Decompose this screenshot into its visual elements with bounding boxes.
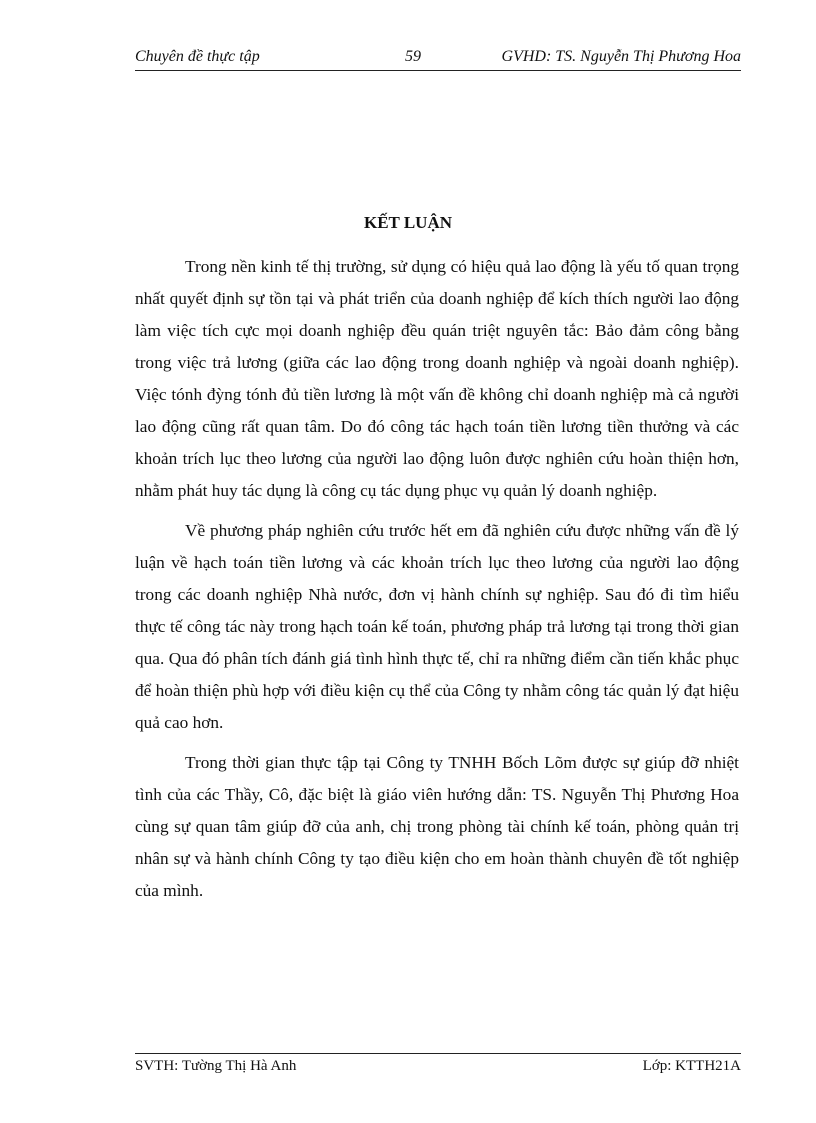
body-text — [135, 251, 739, 915]
header-supervisor: GVHD: TS. Nguyễn Thị Phương Hoa — [501, 48, 741, 65]
paragraph: Về phương pháp nghiên cứu trước hết em đã nghiên cứu được những vấn đề lý luận về hạch toán tiền lương và các khoản trích lục theo lương của người lao động trong các doanh nghiệp Nhà nước, đơn vị hành chính sự nghiệp. Sau đó đi tìm hiểu thực tế công tác này trong hạch toán kế toán, phương pháp trả lương tại trong thời gian qua. Qua đó phân tích đánh giá tình hình thực tế, chỉ ra những điểm cần tiến khắc phục để hoàn thiện phù hợp với điều kiện cụ thể của Công ty nhằm công tác quản lý đạt hiệu quả cao hơn. — [135, 521, 739, 732]
footer-class: Lớp: KTTH21A — [642, 1058, 741, 1074]
page-title: KẾT LUẬN — [363, 213, 452, 232]
footer-student: SVTH: Tường Thị Hà Anh — [135, 1058, 297, 1074]
page-number: 59 — [405, 48, 421, 65]
page-footer — [135, 1053, 741, 1074]
header-document-type: Chuyên đề thực tập — [135, 48, 260, 65]
paragraph: Trong nền kinh tế thị trường, sử dụng có hiệu quả lao động là yếu tố quan trọng nhất quyết định sự tồn tại và phát triển của doanh nghiệp để kích thích người lao động làm việc tích cực mọi doanh nghiệp đều quán triệt nguyên tắc: Bảo đảm công bằng trong việc trả lương (giữa các lao động trong doanh nghiệp và ngoài doanh nghiệp). Việc tónh đỳng tónh đủ tiền lương là một vấn đề không chỉ doanh nghiệp mà cả người lao động cũng rất quan tâm. Do đó công tác hạch toán tiền lương tiền thưởng và các khoản trích lục theo lương của người lao động luôn được nghiên cứu hoàn thiện hơn, nhằm phát huy tác dụng là công cụ tác dụng phục vụ quản lý doanh nghiệp. — [135, 257, 739, 500]
paragraph: Trong thời gian thực tập tại Công ty TNHH Bốch Lõm được sự giúp đỡ nhiệt tình của các Thầy, Cô, đặc biệt là giáo viên hướng dẫn: TS. Nguyễn Thị Phương Hoa cùng sự quan tâm giúp đỡ của anh, chị trong phòng tài chính kế toán, phòng quản trị nhân sự và hành chính Công ty tạo điều kiện cho em hoàn thành chuyên đề tốt nghiệp của mình. — [135, 753, 739, 900]
page-header — [135, 48, 741, 71]
